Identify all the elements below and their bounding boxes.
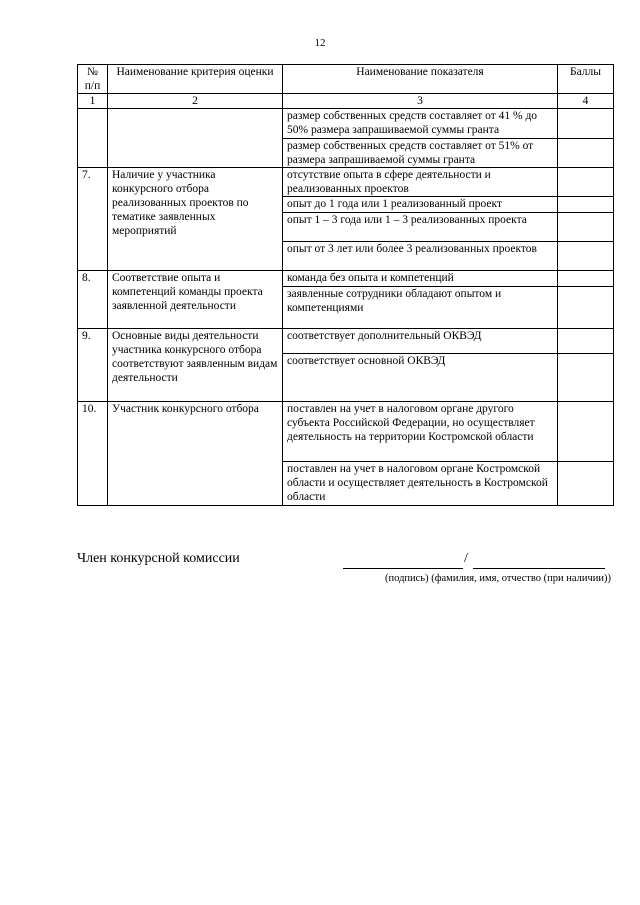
table-row xyxy=(78,271,614,287)
points-cell xyxy=(558,213,614,242)
indicator-cell: размер собственных средств составляет от 41 % до 50% размера запрашиваемой суммы гранта xyxy=(283,109,558,139)
indicator-cell: заявленные сотрудники обладают опытом и компетенциями xyxy=(283,287,558,329)
row-number: 7. xyxy=(78,168,108,271)
points-cell xyxy=(558,329,614,354)
numbering-2: 2 xyxy=(108,94,283,109)
indicator-cell: отсутствие опыта в сфере деятельности и реализованных проектов xyxy=(283,168,558,197)
points-cell xyxy=(558,287,614,329)
row-number: 8. xyxy=(78,271,108,329)
points-cell xyxy=(558,402,614,462)
indicator-cell: соответствует основной ОКВЭД xyxy=(283,354,558,402)
criterion-cell xyxy=(108,109,283,168)
row-number xyxy=(78,109,108,168)
row-number: 10. xyxy=(78,402,108,506)
signature-line xyxy=(343,568,463,569)
signature-caption: (подпись) (фамилия, имя, отчество (при наличии)) xyxy=(385,573,611,584)
signature-lines xyxy=(340,551,605,569)
table-row xyxy=(78,329,614,354)
indicator-cell: соответствует дополнительный ОКВЭД xyxy=(283,329,558,354)
row-number: 9. xyxy=(78,329,108,402)
header-points: Баллы xyxy=(558,65,614,94)
numbering-row xyxy=(78,94,614,109)
header-no: № п/п xyxy=(78,65,108,94)
indicator-cell: поставлен на учет в налоговом органе другого субъекта Российской Федерации, но осуществляет деятельность на территории Костромской области xyxy=(283,402,558,462)
page-number: 12 xyxy=(314,37,326,49)
indicator-cell: опыт до 1 года или 1 реализованный проект xyxy=(283,197,558,213)
header-criterion: Наименование критерия оценки xyxy=(108,65,283,94)
criteria-table xyxy=(77,64,614,506)
signature-separator: / xyxy=(464,551,468,566)
numbering-4: 4 xyxy=(558,94,614,109)
points-cell xyxy=(558,462,614,506)
points-cell xyxy=(558,242,614,271)
indicator-cell: опыт от 3 лет или более 3 реализованных проектов xyxy=(283,242,558,271)
numbering-3: 3 xyxy=(283,94,558,109)
criterion-cell: Участник конкурсного отбора xyxy=(108,402,283,506)
name-line xyxy=(473,568,605,569)
criterion-cell: Соответствие опыта и компетенций команды проекта заявленной деятельности xyxy=(108,271,283,329)
points-cell xyxy=(558,271,614,287)
points-cell xyxy=(558,139,614,168)
indicator-cell: поставлен на учет в налоговом органе Костромской области и осуществляет деятельность в Костромской области xyxy=(283,462,558,506)
indicator-cell: команда без опыта и компетенций xyxy=(283,271,558,287)
indicator-cell: опыт 1 – 3 года или 1 – 3 реализованных проекта xyxy=(283,213,558,242)
table-row xyxy=(78,402,614,462)
header-row xyxy=(78,65,614,94)
header-indicator: Наименование показателя xyxy=(283,65,558,94)
indicator-cell: размер собственных средств составляет от 51% от размера запрашиваемой суммы гранта xyxy=(283,139,558,168)
numbering-1: 1 xyxy=(78,94,108,109)
points-cell xyxy=(558,197,614,213)
criterion-cell: Основные виды деятельности участника конкурсного отбора соответствуют заявленным видам деятельности xyxy=(108,329,283,402)
points-cell xyxy=(558,168,614,197)
signature-label: Член конкурсной комиссии xyxy=(77,551,240,566)
table-row xyxy=(78,168,614,197)
points-cell xyxy=(558,354,614,402)
criterion-cell: Наличие у участника конкурсного отбора реализованных проектов по тематике заявленных мероприятий xyxy=(108,168,283,271)
points-cell xyxy=(558,109,614,139)
table-row xyxy=(78,109,614,139)
